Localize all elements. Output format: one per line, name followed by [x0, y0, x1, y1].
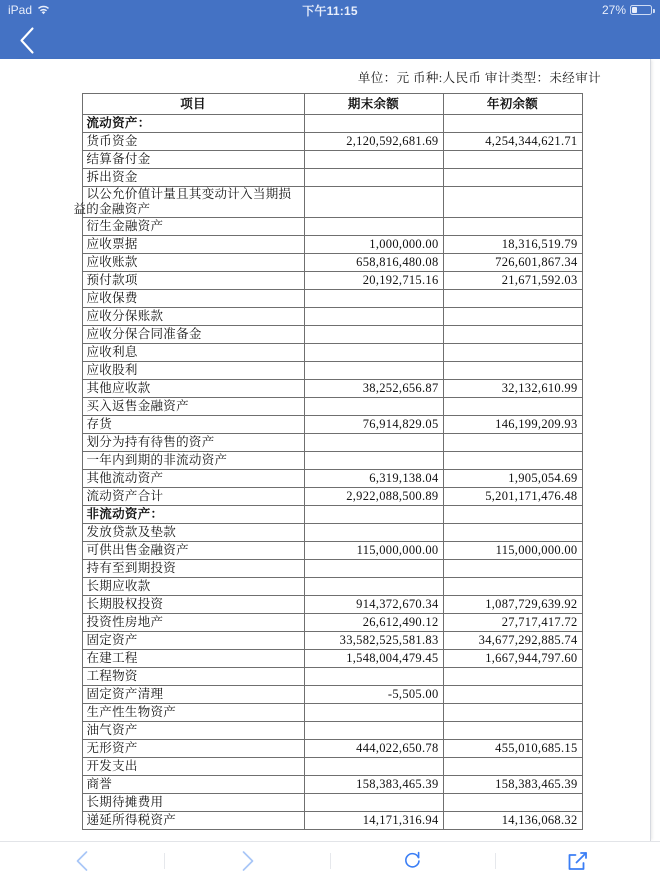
row-ending-balance: 2,120,592,681.69 [304, 133, 443, 151]
row-beginning-balance [443, 559, 582, 577]
row-ending-balance [304, 187, 443, 218]
row-ending-balance: 33,582,525,581.83 [304, 631, 443, 649]
row-beginning-balance: 1,905,054.69 [443, 469, 582, 487]
table-row [82, 811, 582, 829]
row-ending-balance: 20,192,715.16 [304, 271, 443, 289]
row-item-label: 生产性生物资产 [82, 703, 304, 721]
table-row [82, 505, 582, 523]
status-bar-right [602, 3, 652, 17]
row-ending-balance: 444,022,650.78 [304, 739, 443, 757]
row-ending-balance [304, 721, 443, 739]
table-row [82, 523, 582, 541]
row-ending-balance [304, 115, 443, 133]
row-item-label: 结算备付金 [82, 151, 304, 169]
row-item-label: 应收分保账款 [82, 307, 304, 325]
row-item-label: 长期应收款 [82, 577, 304, 595]
reload-icon [403, 851, 422, 871]
row-item-label: 以公允价值计量且其变动计入当期损 益的金融资产 [82, 187, 304, 218]
row-beginning-balance [443, 505, 582, 523]
table-row [82, 793, 582, 811]
row-item-label: 固定资产 [82, 631, 304, 649]
back-button[interactable] [0, 842, 164, 880]
nav-bar [0, 20, 660, 59]
row-beginning-balance: 455,010,685.15 [443, 739, 582, 757]
table-row [82, 649, 582, 667]
row-item-label: 固定资产清理 [82, 685, 304, 703]
row-beginning-balance [443, 187, 582, 218]
row-item-label: 应收股利 [82, 361, 304, 379]
row-beginning-balance [443, 721, 582, 739]
table-row [82, 487, 582, 505]
share-button[interactable] [496, 842, 660, 880]
table-row [82, 115, 582, 133]
battery-percent-label: 27% [601, 3, 626, 17]
row-item-label: 商誉 [82, 775, 304, 793]
row-ending-balance: -5,505.00 [304, 685, 443, 703]
row-ending-balance [304, 325, 443, 343]
table-row [82, 721, 582, 739]
row-beginning-balance [443, 433, 582, 451]
table-row [82, 397, 582, 415]
row-beginning-balance [443, 667, 582, 685]
row-ending-balance [304, 523, 443, 541]
row-ending-balance [304, 433, 443, 451]
row-beginning-balance [443, 757, 582, 775]
row-item-label: 应收票据 [82, 235, 304, 253]
table-row [82, 361, 582, 379]
row-ending-balance [304, 505, 443, 523]
table-row [82, 469, 582, 487]
row-beginning-balance [443, 793, 582, 811]
table-row [82, 667, 582, 685]
row-item-label: 递延所得税资产 [82, 811, 304, 829]
row-beginning-balance: 726,601,867.34 [443, 253, 582, 271]
row-item-label: 预付款项 [82, 271, 304, 289]
row-beginning-balance [443, 217, 582, 235]
row-beginning-balance: 21,671,592.03 [443, 271, 582, 289]
row-item-label: 持有至到期投资 [82, 559, 304, 577]
share-icon [567, 850, 589, 872]
table-row [82, 541, 582, 559]
row-beginning-balance [443, 115, 582, 133]
column-header-item: 项目 [82, 94, 304, 115]
row-ending-balance [304, 793, 443, 811]
row-beginning-balance: 115,000,000.00 [443, 541, 582, 559]
chevron-left-icon [19, 27, 35, 54]
row-beginning-balance [443, 151, 582, 169]
row-ending-balance: 1,548,004,479.45 [304, 649, 443, 667]
table-row [82, 775, 582, 793]
chevron-left-icon [74, 850, 91, 872]
table-row [82, 235, 582, 253]
table-row [82, 631, 582, 649]
row-ending-balance: 38,252,656.87 [304, 379, 443, 397]
table-row [82, 685, 582, 703]
row-beginning-balance [443, 307, 582, 325]
row-beginning-balance: 5,201,171,476.48 [443, 487, 582, 505]
forward-button[interactable] [165, 842, 329, 880]
row-beginning-balance [443, 523, 582, 541]
bottom-toolbar [0, 841, 660, 880]
row-beginning-balance [443, 169, 582, 187]
battery-icon [630, 5, 652, 15]
table-row [82, 613, 582, 631]
row-item-label: 在建工程 [82, 649, 304, 667]
row-item-label: 长期股权投资 [82, 595, 304, 613]
row-beginning-balance: 34,677,292,885.74 [443, 631, 582, 649]
table-row [82, 577, 582, 595]
status-bar-clock: 下午11:15 [302, 3, 358, 18]
row-ending-balance [304, 451, 443, 469]
document-meta-line: 单位：元 币种:人民币 审计类型：未经审计 [357, 71, 601, 85]
row-item-label: 发放贷款及垫款 [82, 523, 304, 541]
row-item-label: 投资性房地产 [82, 613, 304, 631]
row-beginning-balance: 4,254,344,621.71 [443, 133, 582, 151]
row-ending-balance: 1,000,000.00 [304, 235, 443, 253]
row-item-label: 无形资产 [82, 739, 304, 757]
row-ending-balance [304, 289, 443, 307]
row-item-label: 货币资金 [82, 133, 304, 151]
row-ending-balance: 658,816,480.08 [304, 253, 443, 271]
row-beginning-balance: 32,132,610.99 [443, 379, 582, 397]
row-ending-balance [304, 757, 443, 775]
row-beginning-balance: 14,136,068.32 [443, 811, 582, 829]
chevron-right-icon [239, 850, 256, 872]
table-row [82, 151, 582, 169]
row-item-label: 存货 [82, 415, 304, 433]
row-beginning-balance [443, 343, 582, 361]
table-body [73, 115, 582, 830]
column-header-ending: 期末余额 [304, 94, 443, 115]
row-ending-balance [304, 397, 443, 415]
table-row [82, 379, 582, 397]
table-row [82, 595, 582, 613]
row-item-label: 应收账款 [82, 253, 304, 271]
row-item-label: 其他流动资产 [82, 469, 304, 487]
row-beginning-balance: 27,717,417.72 [443, 613, 582, 631]
row-item-label: 划分为持有待售的资产 [82, 433, 304, 451]
table-head [82, 94, 582, 115]
document-page[interactable] [14, 59, 651, 841]
row-ending-balance [304, 577, 443, 595]
nav-back-button[interactable] [10, 24, 44, 56]
row-item-label: 应收分保合同准备金 [82, 325, 304, 343]
row-item-label: 买入返售金融资产 [82, 397, 304, 415]
row-ending-balance [304, 169, 443, 187]
row-item-label: 流动资产合计 [82, 487, 304, 505]
row-ending-balance: 158,383,465.39 [304, 775, 443, 793]
row-item-label: 衍生金融资产 [82, 217, 304, 235]
device-label: iPad [8, 3, 33, 17]
row-beginning-balance: 18,316,519.79 [443, 235, 582, 253]
row-ending-balance: 914,372,670.34 [304, 595, 443, 613]
row-beginning-balance [443, 289, 582, 307]
row-ending-balance: 26,612,490.12 [304, 613, 443, 631]
table-row [82, 757, 582, 775]
row-beginning-balance [443, 685, 582, 703]
row-ending-balance: 76,914,829.05 [304, 415, 443, 433]
table-header-row [82, 94, 582, 115]
table-row [82, 187, 582, 218]
table-row [82, 271, 582, 289]
row-beginning-balance: 146,199,209.93 [443, 415, 582, 433]
row-ending-balance [304, 151, 443, 169]
row-beginning-balance [443, 397, 582, 415]
row-item-label: 其他应收款 [82, 379, 304, 397]
table-row [82, 415, 582, 433]
row-ending-balance [304, 703, 443, 721]
row-item-label: 长期待摊费用 [82, 793, 304, 811]
row-ending-balance [304, 361, 443, 379]
table-row [82, 451, 582, 469]
table-row [82, 739, 582, 757]
row-item-label: 开发支出 [82, 757, 304, 775]
table-row [82, 703, 582, 721]
table-row [82, 433, 582, 451]
row-item-label: 非流动资产： [82, 505, 304, 523]
balance-sheet-table [73, 93, 583, 830]
table-row [82, 133, 582, 151]
row-item-label: 工程物资 [82, 667, 304, 685]
row-beginning-balance: 1,667,944,797.60 [443, 649, 582, 667]
row-beginning-balance: 158,383,465.39 [443, 775, 582, 793]
table-row [82, 343, 582, 361]
table-row [82, 559, 582, 577]
row-item-label: 一年内到期的非流动资产 [82, 451, 304, 469]
table-row [82, 325, 582, 343]
row-ending-balance: 2,922,088,500.89 [304, 487, 443, 505]
battery-fill [632, 7, 637, 13]
row-ending-balance [304, 559, 443, 577]
row-beginning-balance [443, 361, 582, 379]
table-row [82, 253, 582, 271]
row-item-label: 应收利息 [82, 343, 304, 361]
column-header-beginning: 年初余额 [443, 94, 582, 115]
row-beginning-balance [443, 325, 582, 343]
row-item-label: 油气资产 [82, 721, 304, 739]
reload-button[interactable] [331, 842, 495, 880]
status-bar [0, 0, 660, 20]
row-item-label: 拆出资金 [82, 169, 304, 187]
row-ending-balance: 6,319,138.04 [304, 469, 443, 487]
row-beginning-balance [443, 451, 582, 469]
row-item-label: 应收保费 [82, 289, 304, 307]
row-item-label: 流动资产： [82, 115, 304, 133]
row-beginning-balance: 1,087,729,639.92 [443, 595, 582, 613]
row-ending-balance [304, 217, 443, 235]
row-ending-balance [304, 307, 443, 325]
row-beginning-balance [443, 577, 582, 595]
table-row [82, 307, 582, 325]
row-ending-balance [304, 667, 443, 685]
table-row [82, 289, 582, 307]
row-beginning-balance [443, 703, 582, 721]
row-ending-balance [304, 343, 443, 361]
row-item-label: 可供出售金融资产 [82, 541, 304, 559]
row-ending-balance: 14,171,316.94 [304, 811, 443, 829]
table-row [82, 169, 582, 187]
row-ending-balance: 115,000,000.00 [304, 541, 443, 559]
table-row [82, 217, 582, 235]
